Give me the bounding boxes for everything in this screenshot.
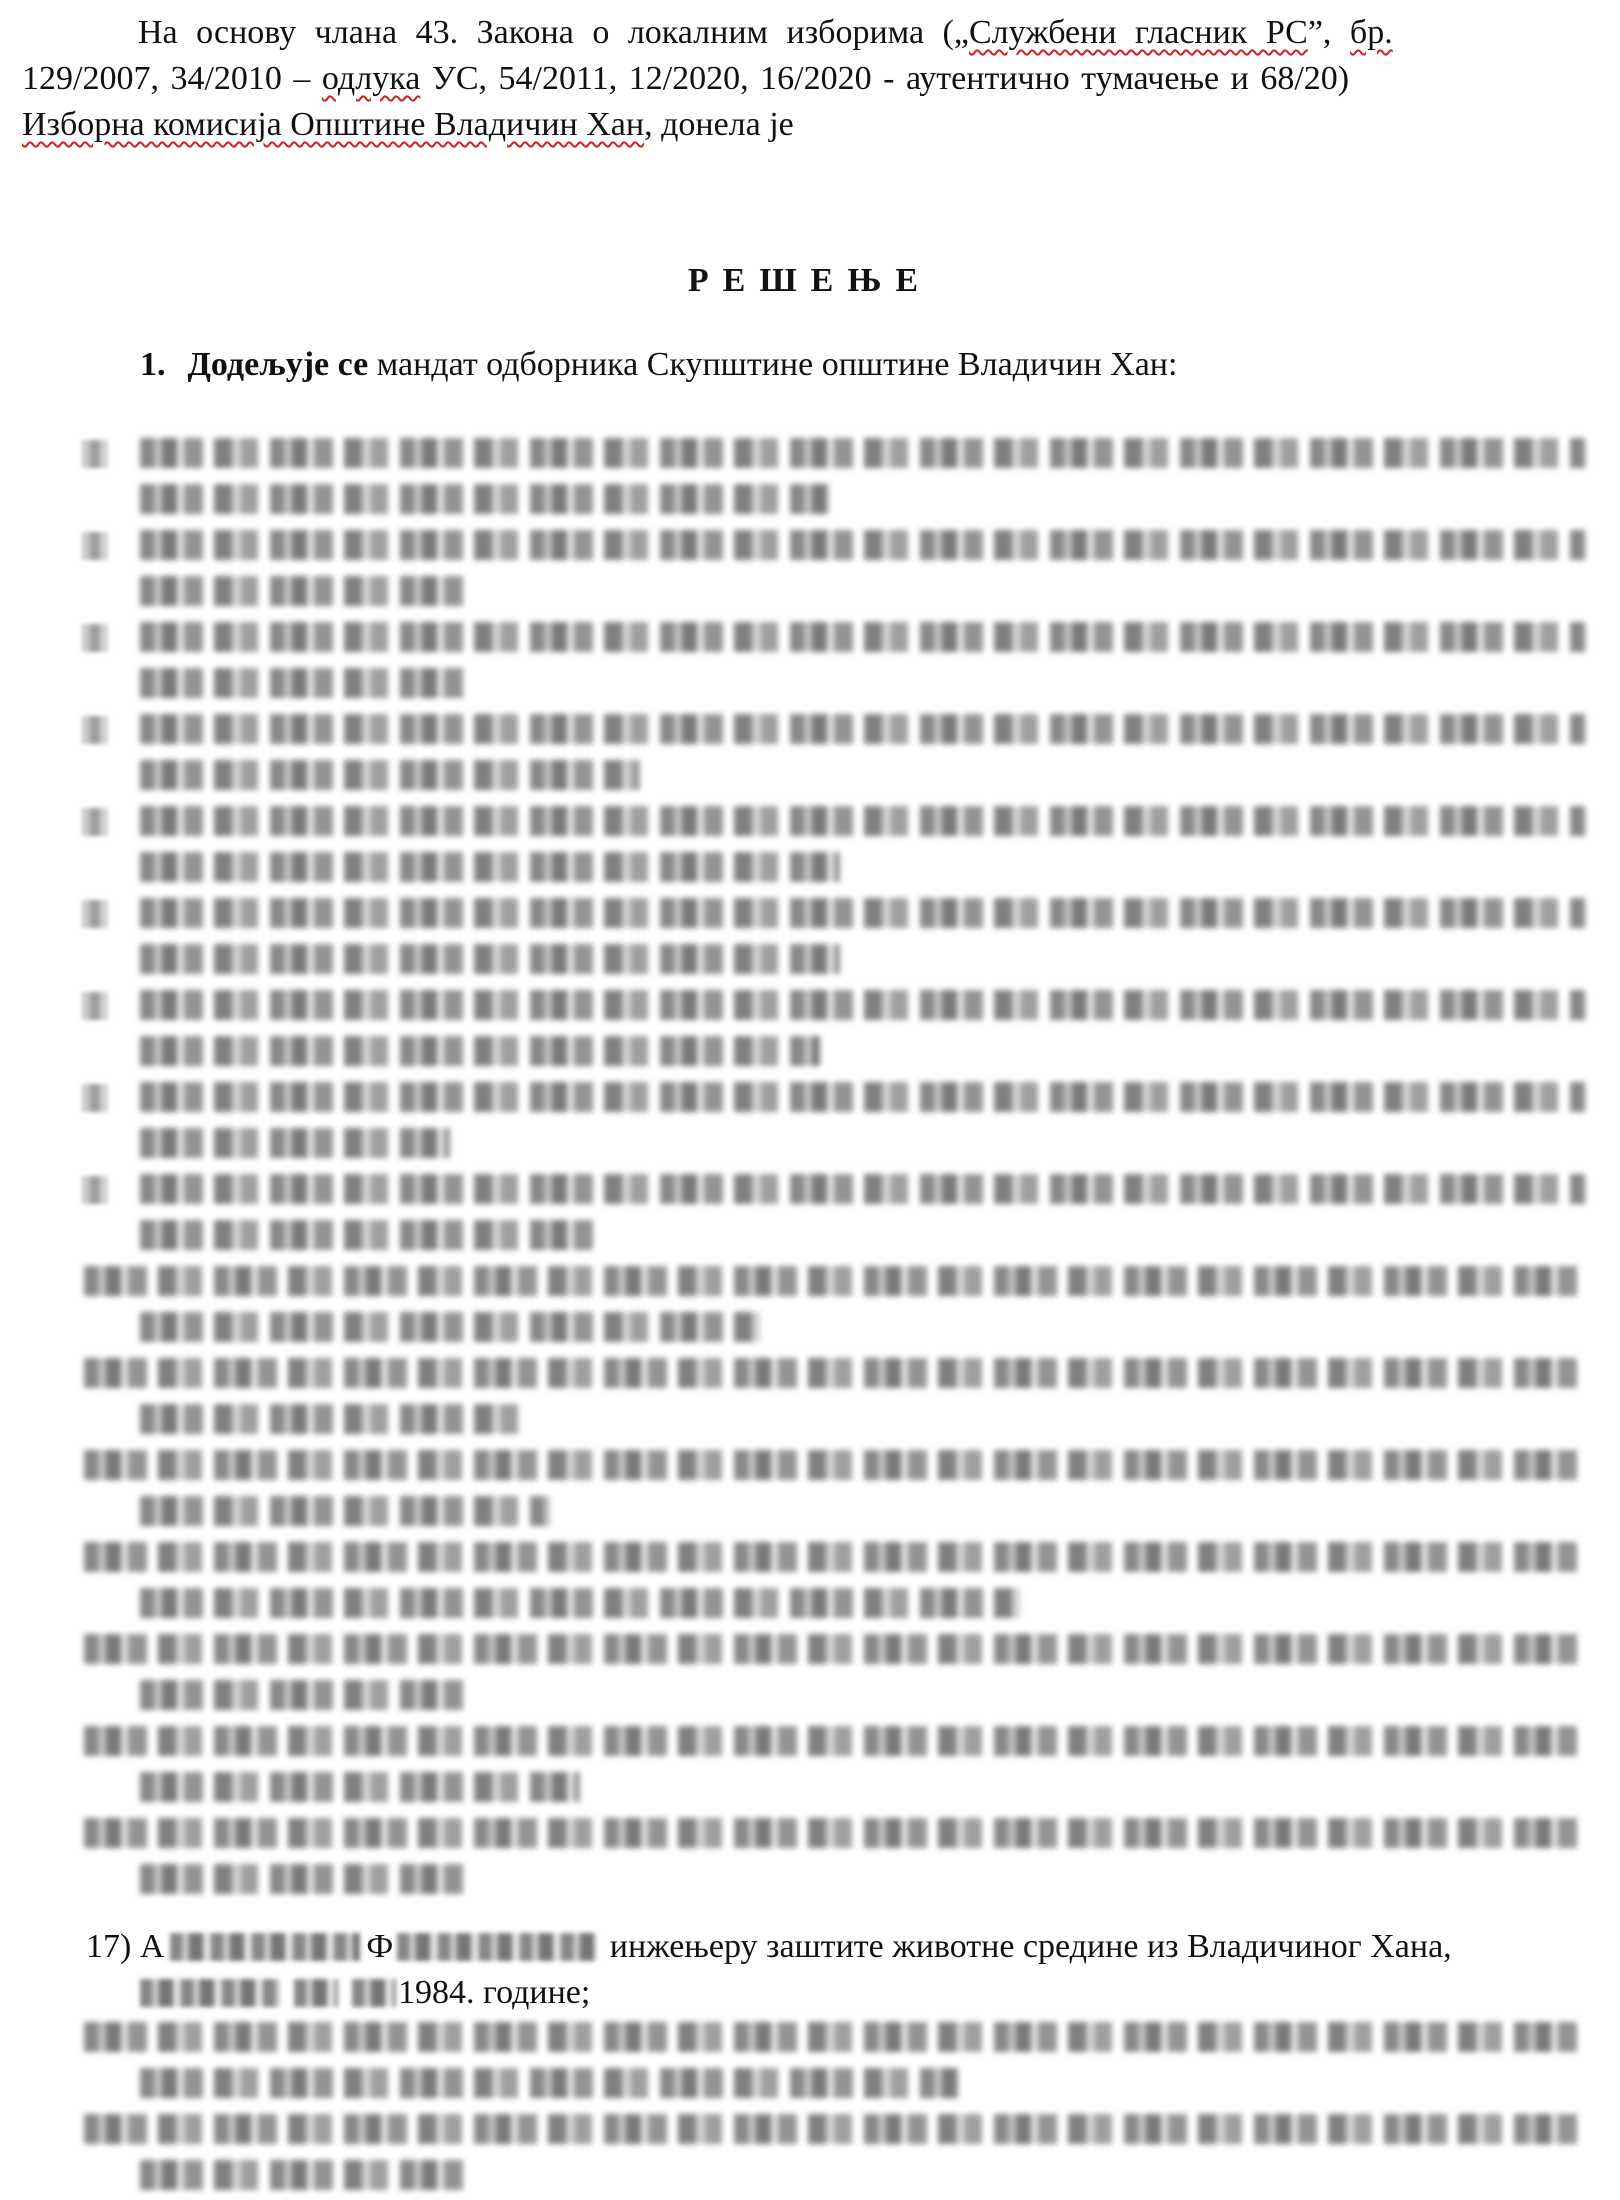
item-number: 1.: [140, 346, 166, 383]
entry-text: 1984. године;: [398, 1974, 591, 2011]
list-marker: [82, 440, 108, 468]
list-item: [0, 708, 1620, 800]
redacted-line: [140, 990, 1586, 1020]
list-item: [0, 1444, 1620, 1536]
redacted-line: [84, 1818, 1586, 1848]
redacted-line: [140, 1588, 1020, 1618]
document-title: РЕШЕЊЕ: [687, 262, 933, 299]
redacted-line: [140, 852, 840, 882]
list-item-17: [86, 1924, 1586, 2016]
list-item: [0, 1260, 1620, 1352]
preamble-text: , донела је: [644, 106, 794, 143]
redacted-line: [84, 1266, 1586, 1296]
entry-initial: Ф: [366, 1928, 394, 1965]
spellcheck-underline: бр.: [1349, 14, 1393, 51]
item-lead: Додељује се: [187, 346, 369, 383]
redacted-line: [140, 1772, 580, 1802]
redacted-line: [140, 484, 830, 514]
redacted-line: [84, 1450, 1586, 1480]
list-item: [0, 524, 1620, 616]
list-item: [0, 616, 1620, 708]
preamble-line-1: [22, 10, 1588, 56]
redacted-line: [84, 1358, 1586, 1388]
list-item: [0, 984, 1620, 1076]
redacted-line: [140, 1036, 820, 1066]
item-text: мандат одборника Скупштине општине Владичин Хан:: [368, 346, 1178, 383]
list-marker: [82, 624, 108, 652]
redacted-line: [140, 1864, 470, 1894]
redacted-line: [140, 944, 840, 974]
redacted-name: [170, 1933, 360, 1961]
entry-17-line-1: [86, 1924, 1586, 1970]
redacted-surname: [397, 1933, 597, 1961]
list-marker: [82, 1176, 108, 1204]
list-item: [0, 1076, 1620, 1168]
redacted-line: [140, 1128, 450, 1158]
redacted-day: [294, 1979, 338, 2007]
decision-item-1: [140, 342, 1177, 388]
redacted-month: [352, 1979, 396, 2007]
list-item: [0, 892, 1620, 984]
entry-number: 17) А: [86, 1928, 165, 1965]
preamble-line-2: [22, 56, 1588, 102]
redacted-line: [84, 1542, 1586, 1572]
list-marker: [82, 900, 108, 928]
list-item: [0, 1720, 1620, 1812]
redacted-line: [140, 438, 1586, 468]
redacted-line: [140, 1220, 600, 1250]
list-item: [0, 2016, 1620, 2108]
spellcheck-underline: Изборна комисија Општине Владичин Хан: [22, 106, 645, 143]
preamble-text: На основу члана 43. Закона о локалним изборима („: [138, 14, 969, 51]
redacted-line: [84, 2114, 1586, 2144]
redacted-place: [140, 1979, 280, 2007]
redacted-line: [140, 760, 640, 790]
redacted-line: [84, 1634, 1586, 1664]
list-item: [0, 1812, 1620, 1904]
list-item: [0, 2108, 1620, 2200]
list-item: [0, 432, 1620, 524]
preamble: [22, 10, 1588, 148]
list-item: [0, 1352, 1620, 1444]
list-marker: [82, 992, 108, 1020]
redacted-line: [140, 622, 1586, 652]
spellcheck-underline: Службени гласник РС: [968, 14, 1308, 51]
entry-text: инжењеру заштите животне средине из Владичиног Хана,: [601, 1928, 1452, 1965]
list-marker: [82, 716, 108, 744]
preamble-line-3: [22, 102, 1588, 148]
redacted-line: [84, 2022, 1586, 2052]
redacted-line: [140, 668, 470, 698]
list-marker: [82, 808, 108, 836]
redacted-line: [140, 1082, 1586, 1112]
redacted-line: [140, 1174, 1586, 1204]
spellcheck-underline: одлука: [321, 60, 421, 97]
redacted-line: [140, 2160, 470, 2190]
list-item: [0, 1628, 1620, 1720]
redacted-line: [140, 576, 470, 606]
list-marker: [82, 1084, 108, 1112]
redacted-line: [84, 1726, 1586, 1756]
preamble-text: ”,: [1307, 14, 1350, 51]
redacted-line: [140, 1312, 760, 1342]
redacted-line: [140, 806, 1586, 836]
preamble-text: 129/2007, 34/2010 –: [22, 60, 322, 97]
redacted-line: [140, 1404, 520, 1434]
redacted-line: [140, 714, 1586, 744]
redacted-line: [140, 530, 1586, 560]
entry-17-line-2: [86, 1970, 1586, 2016]
list-marker: [82, 532, 108, 560]
preamble-text: УС, 54/2011, 12/2020, 16/2020 - аутентично тумачење и 68/20): [420, 60, 1350, 97]
list-item: [0, 1536, 1620, 1628]
redacted-line: [140, 2068, 960, 2098]
redacted-line: [140, 1680, 470, 1710]
list-item: [0, 1168, 1620, 1260]
redacted-line: [140, 1496, 550, 1526]
list-item: [0, 800, 1620, 892]
redacted-line: [140, 898, 1586, 928]
